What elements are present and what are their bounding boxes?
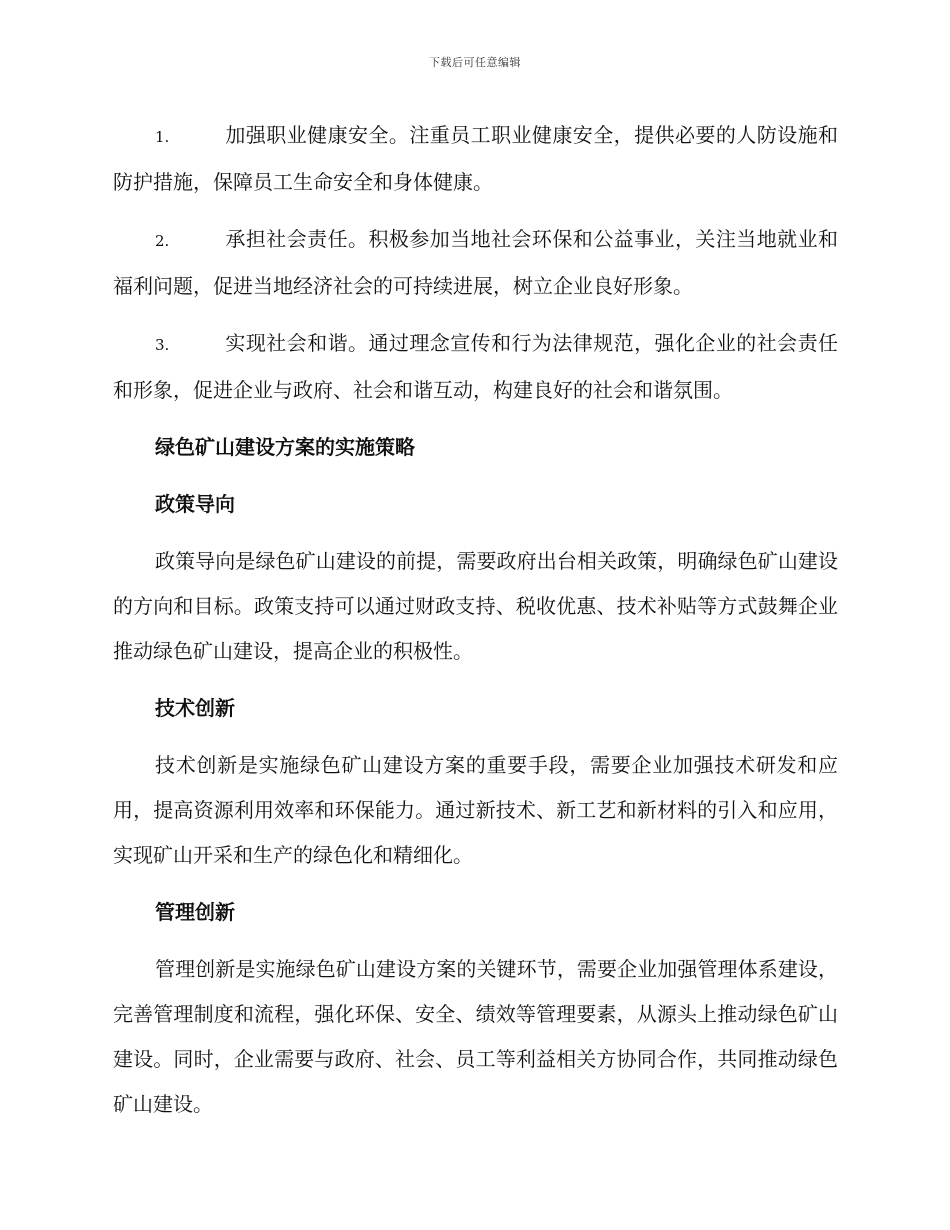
numbered-item-2	[113, 217, 838, 309]
item-text: 承担社会责任。积极参加当地社会环保和公益事业，关注当地就业和福利问题，促进当地经济社会的可持续进展，树立企业良好形象。	[113, 227, 838, 298]
numbered-item-1	[113, 113, 838, 205]
section-heading-technology: 技术创新	[155, 696, 235, 720]
numbered-item-3	[113, 321, 838, 413]
item-number: 3.	[155, 336, 170, 354]
section-heading-management: 管理创新	[155, 900, 235, 924]
item-number: 2.	[155, 232, 170, 250]
page-header: 下载后可任意编辑	[429, 56, 521, 69]
section-title: 绿色矿山建设方案的实施策略	[155, 435, 415, 459]
document-body	[113, 113, 838, 1139]
section-body-technology: 技术创新是实施绿色矿山建设方案的重要手段，需要企业加强技术研发和应用，提高资源利用效率和环保能力。通过新技术、新工艺和新材料的引入和应用，实现矿山开采和生产的绿色化和精细化。	[113, 753, 838, 867]
section-body-policy: 政策导向是绿色矿山建设的前提，需要政府出台相关政策，明确绿色矿山建设的方向和目标。政策支持可以通过财政支持、税收优惠、技术补贴等方式鼓舞企业推动绿色矿山建设，提高企业的积极性。	[113, 549, 838, 663]
item-number: 1.	[155, 128, 170, 146]
section-heading-policy: 政策导向	[155, 492, 235, 516]
section-body-management: 管理创新是实施绿色矿山建设方案的关键环节，需要企业加强管理体系建设，完善管理制度和流程，强化环保、安全、绩效等管理要素，从源头上推动绿色矿山建设。同时，企业需要与政府、社会、员工等利益相关方协同合作，共同推动绿色矿山建设。	[113, 957, 838, 1116]
item-text: 实现社会和谐。通过理念宣传和行为法律规范，强化企业的社会责任和形象，促进企业与政府、社会和谐互动，构建良好的社会和谐氛围。	[113, 331, 838, 402]
item-text: 加强职业健康安全。注重员工职业健康安全，提供必要的人防设施和防护措施，保障员工生命安全和身体健康。	[113, 123, 838, 194]
